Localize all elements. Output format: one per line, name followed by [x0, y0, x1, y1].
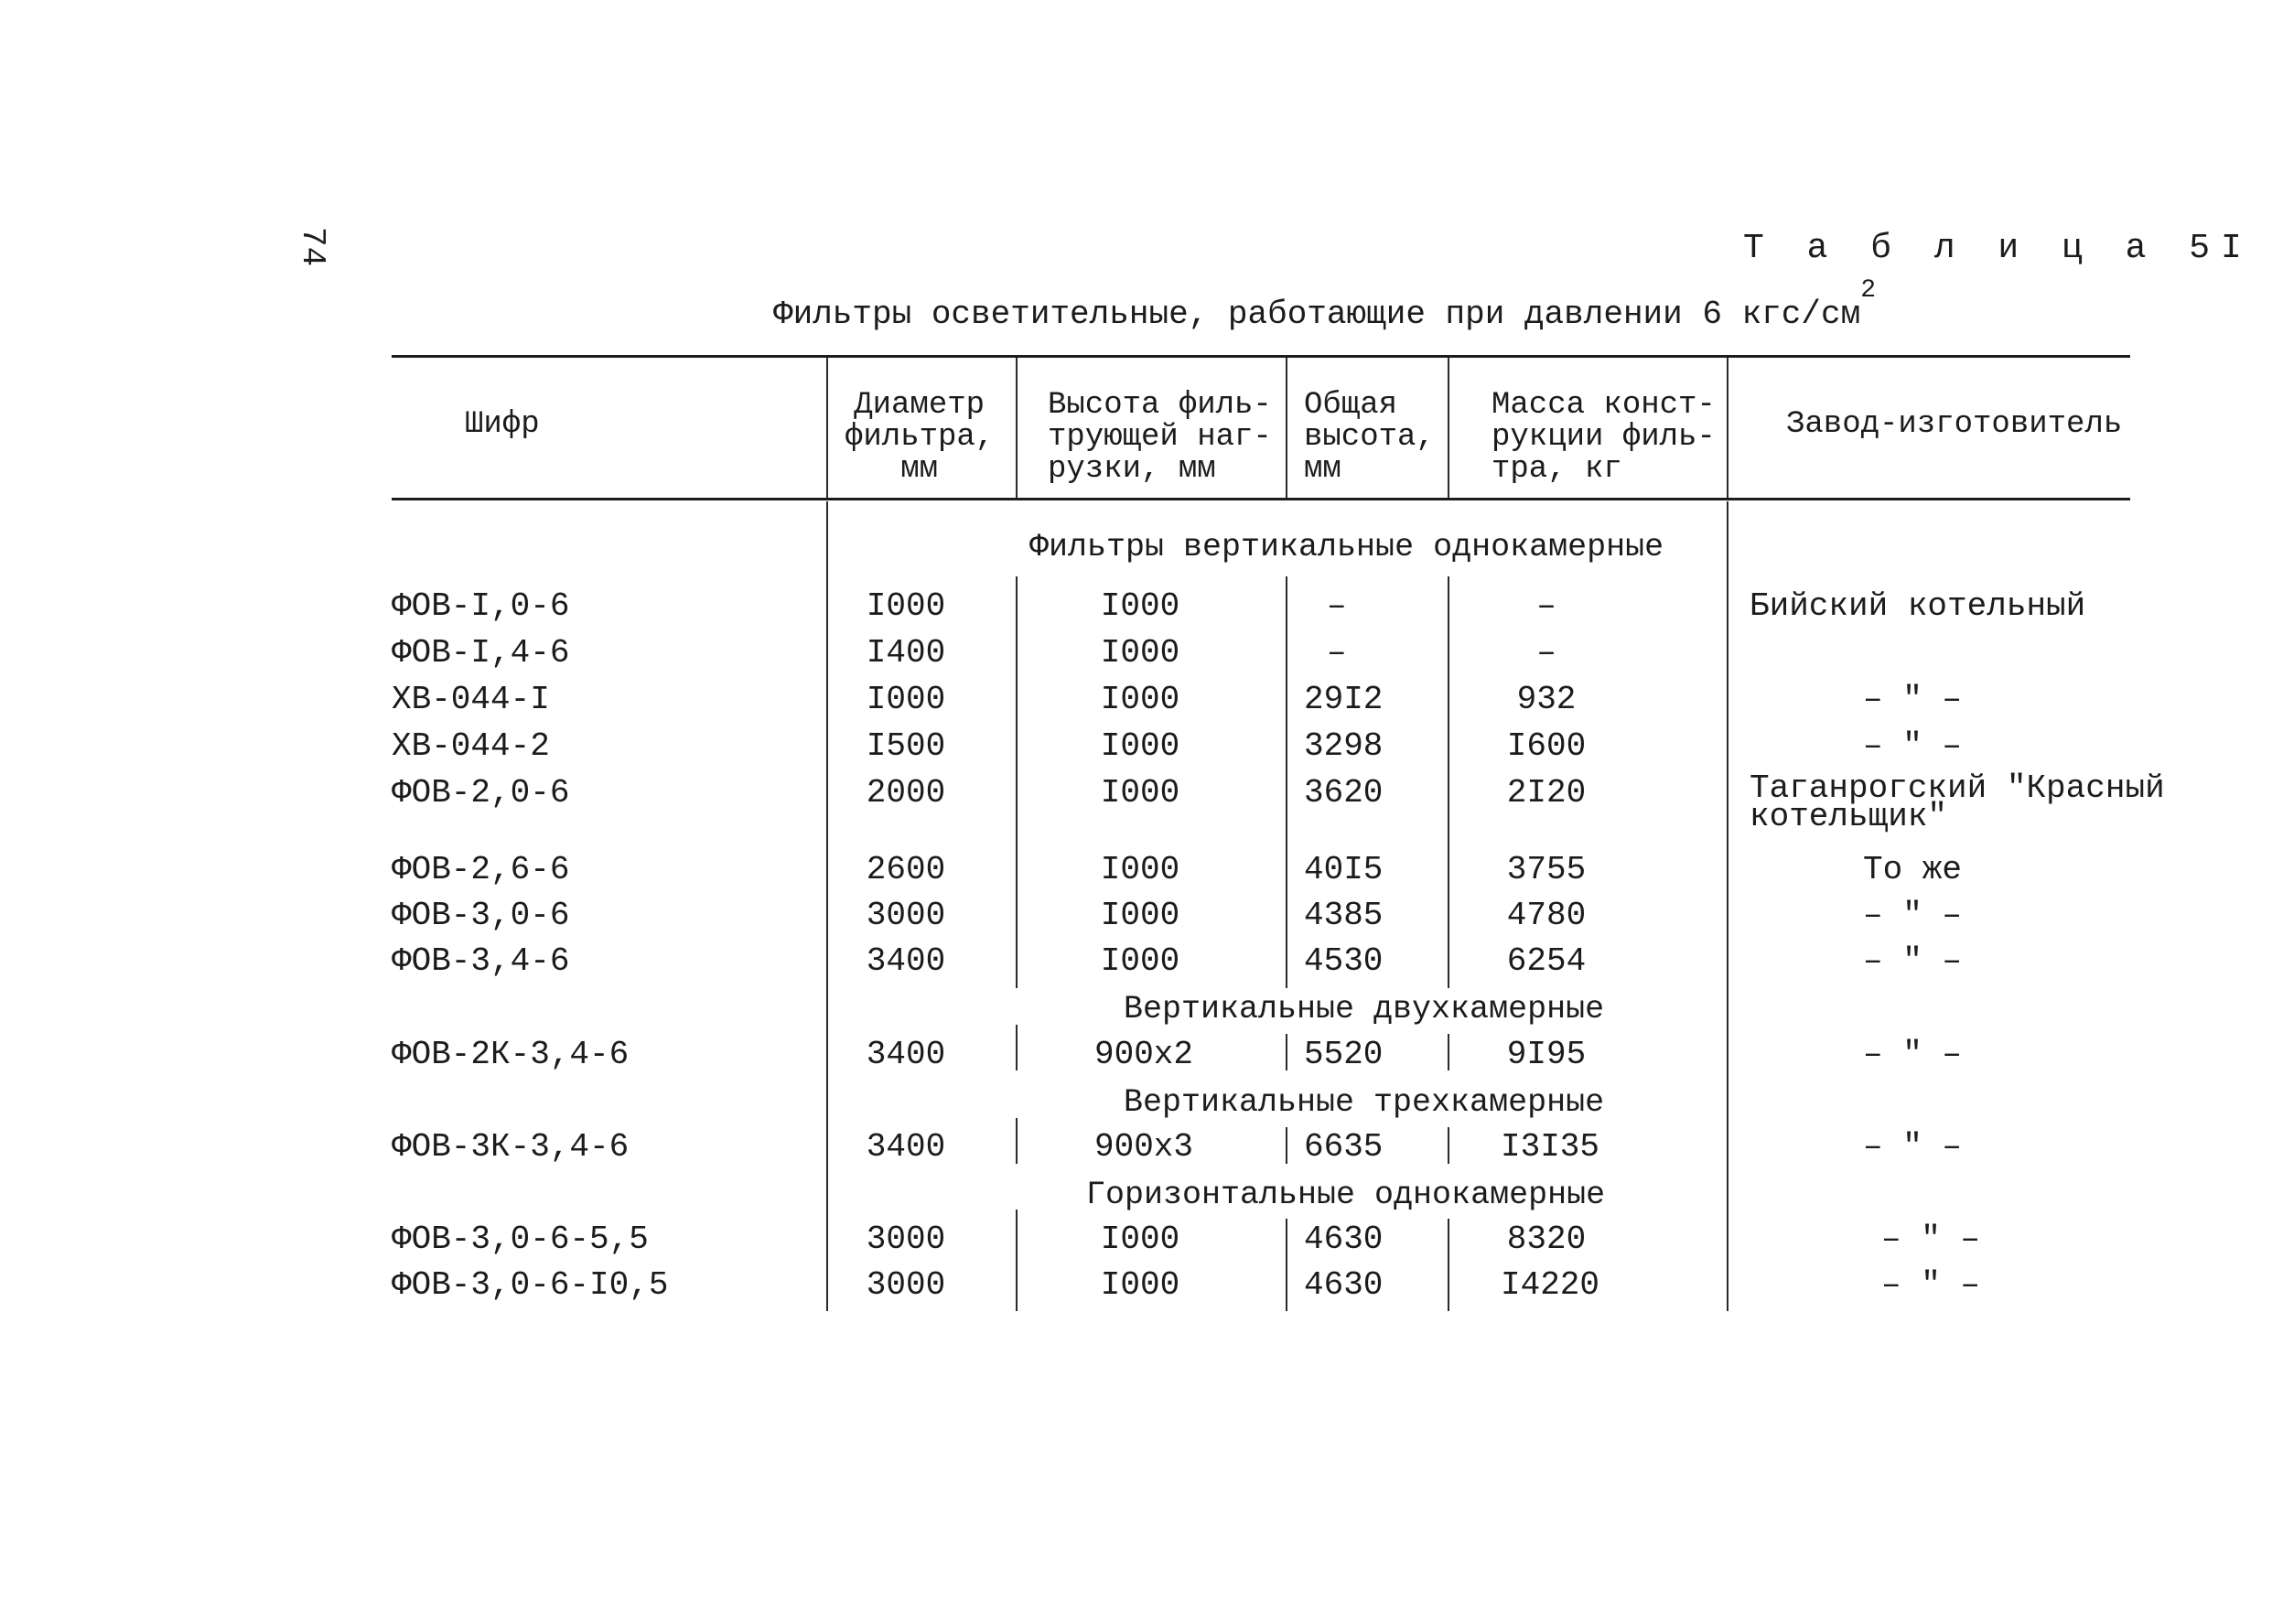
cell-mass: 4780	[1506, 897, 1587, 934]
table-title-superscript: 2	[1860, 276, 1877, 305]
cell-manufacturer: Таганрогский "Красный котельщик"	[1750, 769, 2165, 835]
cell-code: ФОВ-3,4-6	[392, 942, 570, 980]
cell-code: ФОВ-3К-3,4-6	[392, 1128, 630, 1166]
cell-mass: I600	[1506, 727, 1587, 765]
cell-total-height: 3620	[1304, 774, 1384, 812]
cell-code: ХВ-044-2	[392, 727, 550, 765]
cell-total-height: 4385	[1304, 897, 1384, 934]
cell-manufacturer: Бийский котельный	[1750, 587, 2086, 625]
cell-diameter: I000	[866, 587, 946, 625]
cell-diameter: 2000	[866, 774, 946, 812]
cell-code: ФОВ-3,0-6-5,5	[392, 1221, 649, 1258]
cell-manufacturer: – " –	[1880, 1221, 1981, 1258]
cell-code: ФОВ-2,6-6	[392, 851, 570, 888]
header-bottom-rule	[392, 498, 2130, 500]
cell-load-height: I000	[1100, 851, 1180, 888]
cell-mass: 6254	[1506, 942, 1587, 980]
cell-load-height: I000	[1100, 681, 1180, 718]
table-row	[0, 1266, 2283, 1307]
header-divider-1	[826, 358, 828, 498]
cell-diameter: I000	[866, 681, 946, 718]
cell-load-height: I000	[1100, 1221, 1180, 1258]
cell-manufacturer: – " –	[1862, 1036, 1963, 1073]
table-title	[773, 276, 1877, 333]
table-row	[0, 587, 2283, 629]
section-title: Вертикальные трехкамерные	[1124, 1084, 1605, 1121]
cell-load-height: I000	[1100, 727, 1180, 765]
cell-manufacturer: – " –	[1862, 727, 1963, 765]
header-divider-3	[1286, 358, 1287, 498]
table-row	[0, 681, 2283, 722]
table-row	[0, 1221, 2283, 1262]
cell-load-height: I000	[1100, 587, 1180, 625]
cell-manufacturer: – " –	[1862, 681, 1963, 718]
header-total-height: Общая высота, мм	[1304, 388, 1435, 487]
cell-diameter: 3400	[866, 1036, 946, 1073]
cell-diameter: 2600	[866, 851, 946, 888]
cell-diameter: I500	[866, 727, 946, 765]
cell-mass: –	[1536, 634, 1556, 672]
cell-mass: I3I35	[1501, 1128, 1600, 1166]
section-title: Вертикальные двухкамерные	[1124, 991, 1605, 1027]
cell-load-height: I000	[1100, 634, 1180, 672]
table-row	[0, 942, 2283, 984]
header-mass: Масса конст- рукции филь- тра, кг	[1491, 388, 1716, 487]
section-title: Горизонтальные однокамерные	[1086, 1177, 1606, 1213]
header-divider-5	[1727, 358, 1728, 498]
cell-diameter: I400	[866, 634, 946, 672]
table-row	[0, 727, 2283, 769]
table-row	[0, 851, 2283, 892]
cell-code: ФОВ-I,0-6	[392, 587, 570, 625]
cell-diameter: 3000	[866, 1266, 946, 1304]
table-row	[0, 897, 2283, 938]
cell-load-height: 900x2	[1094, 1036, 1194, 1073]
cell-mass: 2I20	[1506, 774, 1587, 812]
header-manufacturer: Завод-изготовитель	[1786, 407, 2123, 442]
header-divider-2	[1016, 358, 1018, 498]
cell-code: ФОВ-2К-3,4-6	[392, 1036, 630, 1073]
cell-total-height: 4630	[1304, 1266, 1384, 1304]
table-row	[0, 1128, 2283, 1169]
cell-total-height: 3298	[1304, 727, 1384, 765]
cell-total-height: 6635	[1304, 1128, 1384, 1166]
header-load-height: Высота филь- трующей наг- рузки, мм	[1048, 388, 1272, 487]
table-number: Т а б л и ц а 5I	[1743, 229, 2253, 268]
cell-mass: 932	[1516, 681, 1577, 718]
cell-code: ФОВ-3,0-6	[392, 897, 570, 934]
cell-manufacturer: – " –	[1880, 1266, 1981, 1304]
cell-total-height: 5520	[1304, 1036, 1384, 1073]
table-row	[0, 1036, 2283, 1077]
cell-load-height: I000	[1100, 1266, 1180, 1304]
cell-load-height: I000	[1100, 774, 1180, 812]
cell-diameter: 3000	[866, 1221, 946, 1258]
cell-mass: I4220	[1501, 1266, 1600, 1304]
cell-load-height: I000	[1100, 897, 1180, 934]
cell-manufacturer: – " –	[1862, 897, 1963, 934]
header-diameter: Диаметр фильтра, мм	[845, 388, 995, 487]
table-row	[0, 769, 2283, 838]
cell-manufacturer: То же	[1862, 851, 1963, 888]
cell-diameter: 3000	[866, 897, 946, 934]
table-title-text: Фильтры осветительные, работающие при давлении 6 кгс/см	[773, 296, 1861, 333]
cell-total-height: 29I2	[1304, 681, 1384, 718]
section-title: Фильтры вертикальные однокамерные	[1029, 529, 1664, 565]
cell-load-height: I000	[1100, 942, 1180, 980]
cell-diameter: 3400	[866, 1128, 946, 1166]
cell-total-height: 4530	[1304, 942, 1384, 980]
cell-manufacturer: – " –	[1862, 942, 1963, 980]
cell-mass: 3755	[1506, 851, 1587, 888]
table-row	[0, 634, 2283, 675]
header-code: Шифр	[465, 407, 540, 442]
cell-diameter: 3400	[866, 942, 946, 980]
cell-mass: 9I95	[1506, 1036, 1587, 1073]
cell-code: ФОВ-2,0-6	[392, 774, 570, 812]
cell-code: ФОВ-3,0-6-I0,5	[392, 1266, 669, 1304]
table-top-rule	[392, 355, 2130, 358]
cell-manufacturer: – " –	[1862, 1128, 1963, 1166]
cell-mass: –	[1536, 587, 1556, 625]
cell-total-height: 4630	[1304, 1221, 1384, 1258]
cell-code: ХВ-044-I	[392, 681, 550, 718]
cell-total-height: –	[1327, 587, 1347, 625]
cell-mass: 8320	[1506, 1221, 1587, 1258]
cell-total-height: 40I5	[1304, 851, 1384, 888]
header-divider-4	[1448, 358, 1449, 498]
page-number: 74	[294, 227, 331, 267]
cell-total-height: –	[1327, 634, 1347, 672]
cell-code: ФОВ-I,4-6	[392, 634, 570, 672]
cell-load-height: 900x3	[1094, 1128, 1194, 1166]
